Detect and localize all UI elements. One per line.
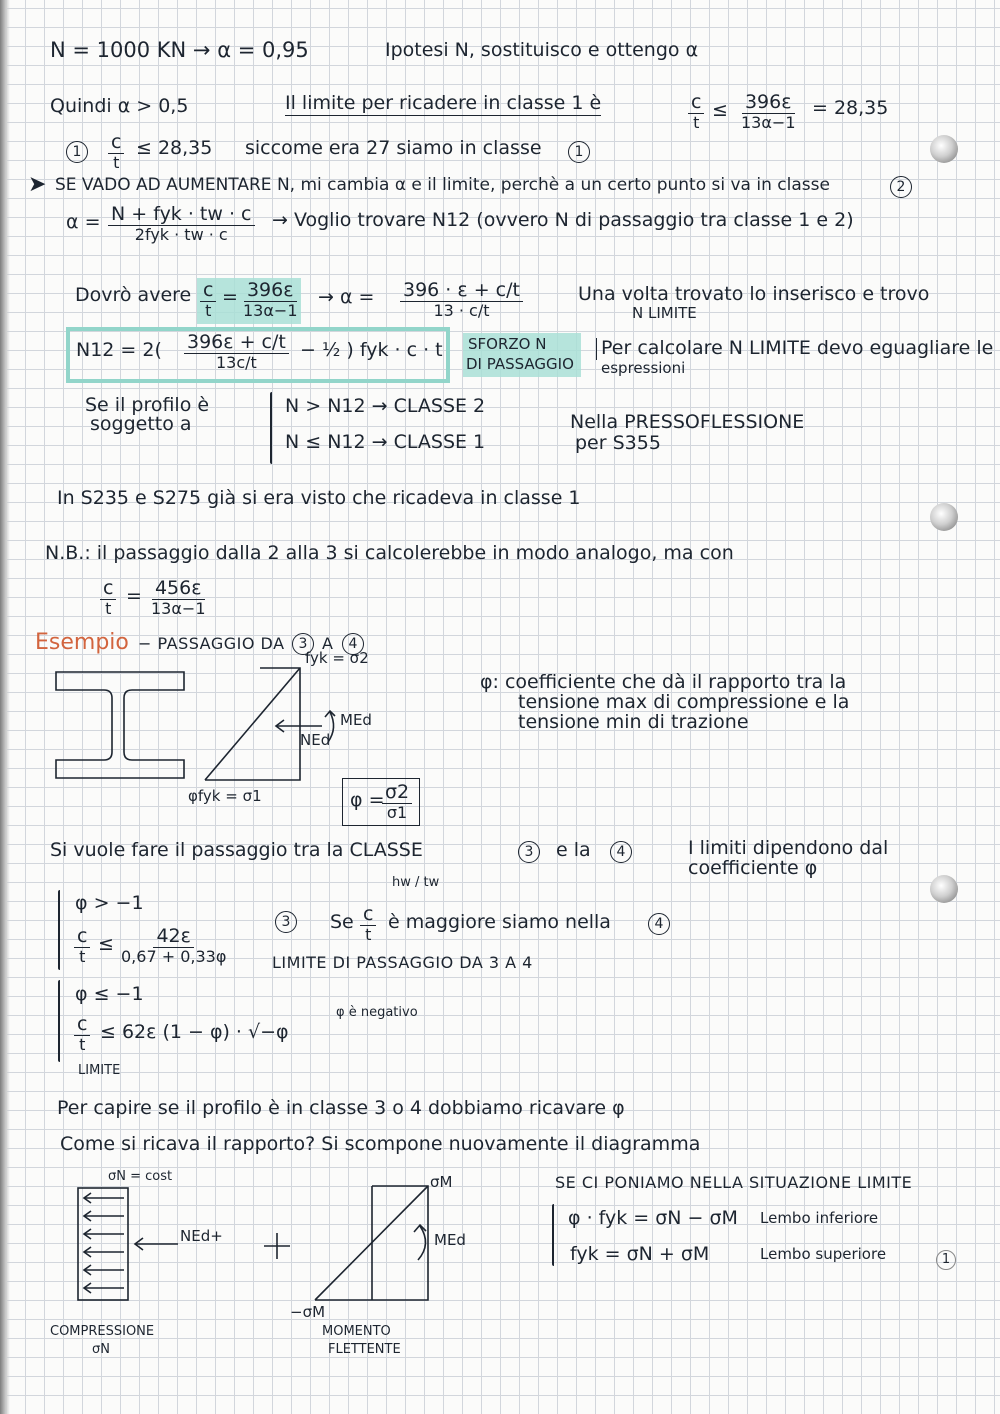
phi-negative-note: φ è negativo <box>336 1005 418 1020</box>
phi-desc-1: φ: coefficiente che dà il rapporto tra la <box>480 671 847 693</box>
if-text: Se <box>330 911 354 933</box>
pressoflessione: Nella PRESSOFLESSIONE <box>570 411 805 433</box>
den: t <box>79 946 86 966</box>
circle: 4 <box>648 913 670 935</box>
compression-block <box>78 1188 128 1300</box>
coefficient-phi: coefficiente φ <box>688 857 818 879</box>
den: 13 · c/t <box>433 300 490 320</box>
class-transition: Si vuole fare il passaggio tra la CLASSE <box>50 839 423 861</box>
circle: 3 <box>518 841 540 863</box>
upper-eq: fyk = σN + σM <box>570 1243 710 1265</box>
and-the: e la <box>556 839 591 861</box>
how-to-get: Come si ricava il rapporto? Si scompone nuovamente il diagramma <box>60 1133 701 1155</box>
example-sub-a: − PASSAGGIO DA <box>138 634 285 653</box>
limit-situation: SE CI PONIAMO NELLA SITUAZIONE LIMITE <box>555 1173 913 1192</box>
num: N + fyk · tw · c <box>108 204 255 226</box>
line-class1-limit: Il limite per ricadere in classe 1 è <box>285 92 602 114</box>
phi-le-minus1: φ ≤ −1 <box>75 983 144 1005</box>
greater-class4: è maggiore siamo nella <box>388 911 611 933</box>
num: 396ε + c/t <box>184 332 289 354</box>
d1-med-label: MEd <box>340 711 372 729</box>
d2-ned-label: NEd+ <box>180 1227 223 1245</box>
case-class1: N ≤ N12 → CLASSE 1 <box>285 431 486 453</box>
line-alpha-gt: Quindi α > 0,5 <box>50 95 189 117</box>
page-number: 1 <box>936 1250 956 1270</box>
compute-n-limit: Per calcolare N LIMITE devo eguagliare le <box>596 338 993 360</box>
d2-sn-label: σN = cost <box>108 1169 173 1184</box>
den: t <box>365 924 372 944</box>
d1-bottom-label: φfyk = σ1 <box>188 787 262 805</box>
alpha-eq-2: → α = <box>318 286 375 308</box>
upper-edge: Lembo superiore <box>760 1245 887 1263</box>
was-27: siccome era 27 siamo in classe <box>245 137 542 159</box>
num: 396 · ε + c/t <box>400 280 523 302</box>
num: c <box>108 132 124 154</box>
num: σ2 <box>382 782 412 804</box>
s235-note: In S235 e S275 già si era visto che ricadeva in classe 1 <box>57 487 581 509</box>
hw-tw: hw / tw <box>392 875 440 890</box>
den: t <box>205 300 212 320</box>
num: c <box>360 904 376 926</box>
box-label-2: DI PASSAGGIO <box>466 355 574 373</box>
limits-depend: I limiti dipendono dal <box>688 837 889 859</box>
phi-gt-minus1: φ > −1 <box>75 892 144 914</box>
result-28: = 28,35 <box>812 97 889 119</box>
box-label-1: SFORZO N <box>468 335 547 353</box>
d2-sm-label: σM <box>430 1173 453 1191</box>
d2-med-label: MEd <box>434 1231 466 1249</box>
once-found: Una volta trovato lo inserisco e trovo <box>578 283 930 305</box>
phi-desc-3: tensione min di trazione <box>518 711 749 733</box>
compression-label: COMPRESSIONE <box>50 1324 155 1339</box>
eq: = <box>126 585 142 607</box>
example-title: Esempio <box>35 630 129 655</box>
n12-rhs: − ½ ) fyk · c · t <box>300 339 443 361</box>
den: 2fyk · tw · c <box>134 224 228 244</box>
sigma-n-label: σN <box>92 1342 110 1357</box>
circle: 3 <box>292 633 314 655</box>
den: t <box>105 598 112 618</box>
limit-label: LIMITE <box>78 1063 121 1078</box>
med-arrowhead-2 <box>414 1225 426 1232</box>
den: t <box>113 152 120 172</box>
circle: 4 <box>342 633 364 655</box>
case-class2: N > N12 → CLASSE 2 <box>285 395 486 417</box>
expressions: espressioni <box>601 359 686 377</box>
phi-desc-2: tensione max di compressione e la <box>518 691 850 713</box>
d2-minus-sm: −σM <box>290 1303 326 1321</box>
eq: = <box>222 286 238 308</box>
must-have: Dovrò avere <box>75 284 192 306</box>
den: 13α−1 <box>741 112 796 132</box>
circle: 2 <box>890 176 912 198</box>
circle: 3 <box>275 911 297 933</box>
lower-eq: φ · fyk = σN − σM <box>568 1207 738 1229</box>
example-sub-b: A <box>322 634 334 653</box>
num: c <box>688 92 704 114</box>
brace <box>552 1204 554 1266</box>
num: 456ε <box>152 578 205 600</box>
phi-eq: φ = <box>350 789 385 811</box>
nb-note: N.B.: il passaggio dalla 2 alla 3 si calcolerebbe in modo analogo, ma con <box>45 542 734 564</box>
den: 0,67 + 0,33φ <box>121 946 227 966</box>
limit-3-4: LIMITE DI PASSAGGIO DA 3 A 4 <box>272 953 533 972</box>
den: 13c/t <box>216 352 257 372</box>
num: c <box>100 578 116 600</box>
den: 13α−1 <box>151 598 206 618</box>
rel-le: ≤ <box>712 99 728 121</box>
rel-le-2: ≤ <box>98 933 114 955</box>
bending-label: FLETTENTE <box>328 1342 401 1357</box>
line-axial-force: N = 1000 KN → α = 0,95 <box>50 38 309 62</box>
d1-top-label: fyk = σ2 <box>305 649 369 667</box>
num: c <box>200 280 216 302</box>
den: t <box>693 112 700 132</box>
med-arrow-2 <box>418 1226 426 1260</box>
num: c <box>74 926 90 948</box>
s355: per S355 <box>575 432 661 454</box>
lower-edge: Lembo inferiore <box>760 1209 879 1227</box>
den: σ1 <box>386 802 408 822</box>
circle: 1 <box>568 141 590 163</box>
line-hypothesis: Ipotesi N, sostituisco e ottengo α <box>385 39 699 61</box>
if-profile: Se il profilo è <box>85 394 210 416</box>
circle: 4 <box>610 841 632 863</box>
num: 42ε <box>153 926 193 948</box>
find-n12: → Voglio trovare N12 (ovvero N di passaggio tra classe 1 e 2) <box>272 209 854 231</box>
limit-28: ≤ 28,35 <box>136 137 213 159</box>
den: t <box>79 1034 86 1054</box>
num: c <box>74 1014 90 1036</box>
limit-62: ≤ 62ε (1 − φ) · √−φ <box>100 1021 289 1043</box>
den: 13α−1 <box>243 300 298 320</box>
subject-to: soggetto a <box>90 413 192 435</box>
moment-label: MOMENTO <box>322 1324 391 1339</box>
alpha-eq: α = <box>66 211 101 233</box>
d1-ned-label: NEd <box>300 731 331 749</box>
class-3-or-4: Per capire se il profilo è in classe 3 o 4 dobbiamo ricavare φ <box>57 1097 625 1119</box>
n-limit: N LIMITE <box>632 304 697 322</box>
num: 396ε <box>742 92 795 114</box>
n12-lhs: N12 = 2( <box>76 339 162 361</box>
circle: 1 <box>66 141 88 163</box>
line-increase-n: SE VADO AD AUMENTARE N, mi cambia α e il limite, perchè a un certo punto si va in classe <box>55 175 830 195</box>
arrow-marker: ➤ <box>28 172 47 197</box>
num: 396ε <box>244 280 297 302</box>
